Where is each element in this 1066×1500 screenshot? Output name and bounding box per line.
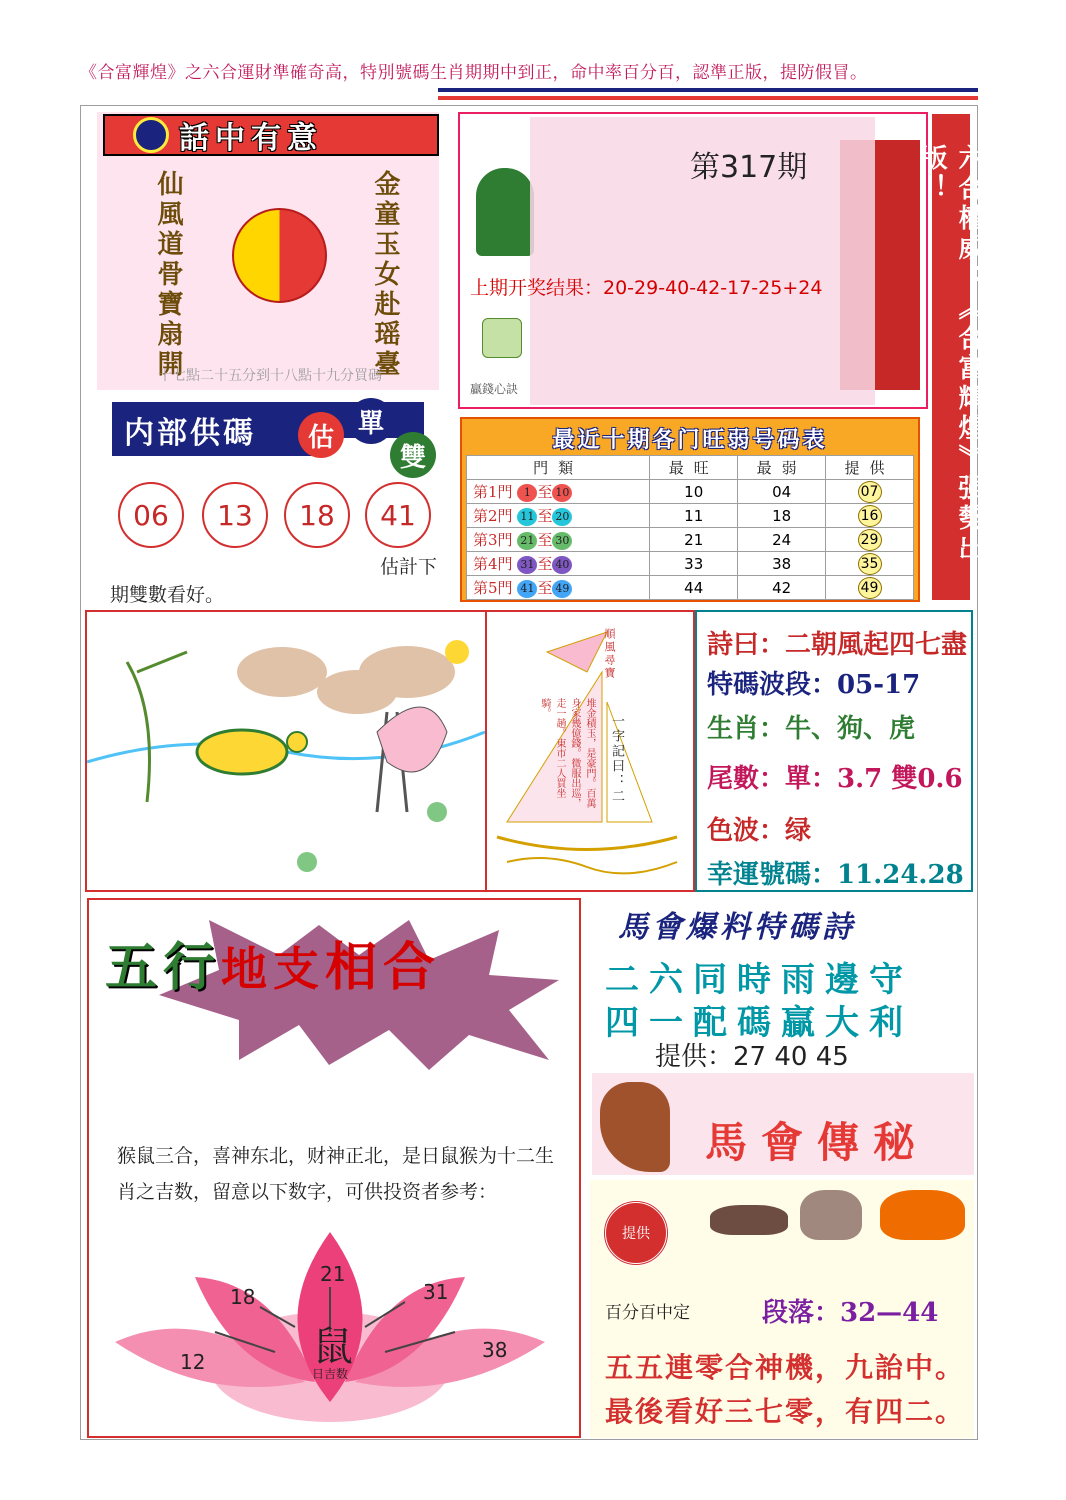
secret-title: 馬會傳秘 [705,1118,930,1167]
banner-stripes [438,88,978,106]
code-number: 41 [365,482,431,548]
title-part-c: 相合 [325,937,442,998]
flag-shape [547,632,607,672]
strong-cell: 21 [650,528,738,552]
poem-panel [695,610,973,892]
table-row [467,528,914,552]
range-from-ball: 11 [517,508,537,526]
wave-line [507,858,677,873]
reed-plant [127,652,187,802]
brand-logo-icon [476,168,534,256]
lotus-number: 12 [180,1350,206,1374]
wave-row [707,664,920,701]
lotus-number: 18 [230,1285,256,1309]
saying-title: 話中有意 [179,121,323,156]
range-from-ball: 21 [517,532,537,550]
lucky-value: 11.24.28 [837,860,964,890]
weak-cell: 18 [738,504,826,528]
range-from-ball: 41 [517,580,537,598]
logo-icon [133,117,169,153]
code-number: 18 [284,482,350,548]
turtle-head [287,732,307,752]
weak-cell: 42 [738,576,826,600]
single-badge: 單 [348,398,394,444]
final-line2: 最後看好三七零，有四二。 [605,1395,966,1428]
lotus-center-sub: 日吉数 [312,1367,349,1381]
internal-title: 内部供碼 [112,402,312,456]
title-part-a: 五行 [105,937,222,998]
door-cell: 第5門 41 至 49 [467,576,650,600]
door-cell: 第4門 31 至 40 [467,552,650,576]
crane-turtle-illustration [87,612,485,890]
code-number: 06 [118,482,184,548]
range-from-ball: 1 [517,484,537,502]
door-cell: 第2門 11 至 20 [467,504,650,528]
tail-double: 雙0.6 [891,764,963,794]
weak-cell: 24 [738,528,826,552]
internal-note-line2: 期雙數看好。 [110,584,225,606]
lotus-center-char: 鼠 [313,1324,353,1370]
range-to-ball: 20 [552,508,572,526]
yin-yang-icon [232,208,327,303]
ox-icon [800,1190,862,1240]
offer-number: 07 [858,481,882,503]
top-banner: 《合富輝煌》之六合運財準確奇高，特別號碼生肖期期中到正，命中率百分百，認準正版，提防假冒。 [80,63,868,83]
money-icon [482,318,522,358]
rat-icon [710,1205,788,1235]
offer-cell [826,504,914,528]
lotus-number: 21 [320,1262,346,1286]
offer-number: 35 [858,553,882,575]
sail-panel [487,610,695,892]
lucky-label: 幸運號碼： [707,860,838,890]
saying-footer: 十七點二十五分到十八點十九分買碼 [158,368,382,384]
door-table-panel [460,417,920,602]
door-table-title: 最近十期各门旺弱号码表 [466,423,914,455]
title-part-b: 地支 [221,942,326,996]
sail-body-text: 堆金積玉，是豪門。百萬身家幾億錢。微服出巡，走一趟。東市二人買坐騎。 [539,698,595,808]
range-from-ball: 31 [517,556,537,574]
boat-hull [497,837,677,850]
weak-cell: 04 [738,480,826,504]
table-row [467,480,914,504]
wave-value: 05-17 [837,670,921,700]
win-label: 贏錢心訣 [470,382,519,396]
offer-number: 49 [858,577,882,599]
saying-right-column: 金童玉女赴瑶臺 [370,170,400,380]
lily-pad [297,852,317,872]
sail-main-text: 一字記曰：二 [609,714,624,804]
table-row [467,552,914,576]
zodiac-line: 生肖：牛、狗、虎 [707,714,916,744]
sail-top-text: 順風尋寶 [603,628,616,680]
segment-text: 段落：32—44 [762,1298,939,1328]
code-number: 13 [202,482,268,548]
column-header: 最旺 [650,456,738,480]
strong-cell: 33 [650,552,738,576]
internal-note-line1: 估計下 [380,556,438,578]
wave-label: 特碼波段： [707,670,838,700]
stamp-badge: 提供 [603,1200,669,1266]
lily-pad [427,802,447,822]
tiger-icon [880,1190,965,1240]
guess-badge: 估 [298,412,344,458]
horse-club-line1: 二六同時雨邊守 [605,960,913,1000]
offer-number: 29 [858,529,882,551]
tail-single: 單：3.7 [785,764,883,794]
sun-icon [445,640,469,664]
range-to-ball: 30 [552,532,572,550]
saying-left-column: 仙風道骨寶扇開 [153,170,183,380]
issue-number: 第317期 [690,150,808,185]
lucky-row [707,854,964,891]
horse-club-line2: 四一配碼贏大利 [605,1003,913,1043]
horse-club-head: 馬會爆料特碼詩 [618,910,856,945]
door-table [466,455,914,600]
strong-cell: 10 [650,480,738,504]
sure-text: 百分百中定 [605,1303,690,1323]
turtle-shape [197,730,287,774]
double-badge: 雙 [390,432,436,478]
horse-club-provide: 提供：27 40 45 [655,1042,849,1072]
offer-cell [826,528,914,552]
saying-title-bar [103,114,439,156]
strong-cell: 44 [650,576,738,600]
weak-cell: 38 [738,552,826,576]
side-column [917,112,984,602]
strong-cell: 11 [650,504,738,528]
column-header: 提供 [826,456,914,480]
side-column-text: 六合權威：《合富輝煌》强勢出版！ [917,144,984,564]
rock-shape [237,647,327,697]
final-line1: 五五連零合神機，九詒中。 [605,1351,966,1384]
door-cell: 第1門 1 至 10 [467,480,650,504]
poem-line: 詩曰：二朝風起四七盡 [707,630,968,660]
column-header: 最弱 [738,456,826,480]
tail-label: 尾數： [707,764,786,794]
crane-illustration-panel [85,610,487,892]
table-row [467,576,914,600]
color-wave-line: 色波：绿 [707,816,812,846]
range-to-ball: 10 [552,484,572,502]
wuxing-title [105,925,441,1000]
lotus-number: 31 [423,1280,449,1304]
range-to-ball: 49 [552,580,572,598]
lotus-number: 38 [482,1338,508,1362]
offer-cell [826,480,914,504]
table-row [467,504,914,528]
offer-cell [826,552,914,576]
table-header-row [467,456,914,480]
column-header: 門類 [467,456,650,480]
range-to-ball: 40 [552,556,572,574]
wuxing-text: 猴鼠三合，喜神东北，财神正北，是日鼠猴为十二生肖之吉数，留意以下数字，可供投资者参考： [117,1145,555,1203]
tail-row [707,758,963,795]
last-result: 上期开奖结果：20-29-40-42-17-25+24 [470,277,823,299]
offer-number: 16 [858,505,882,527]
offer-cell [826,576,914,600]
door-cell: 第3門 21 至 30 [467,528,650,552]
rock-shape [359,646,455,698]
